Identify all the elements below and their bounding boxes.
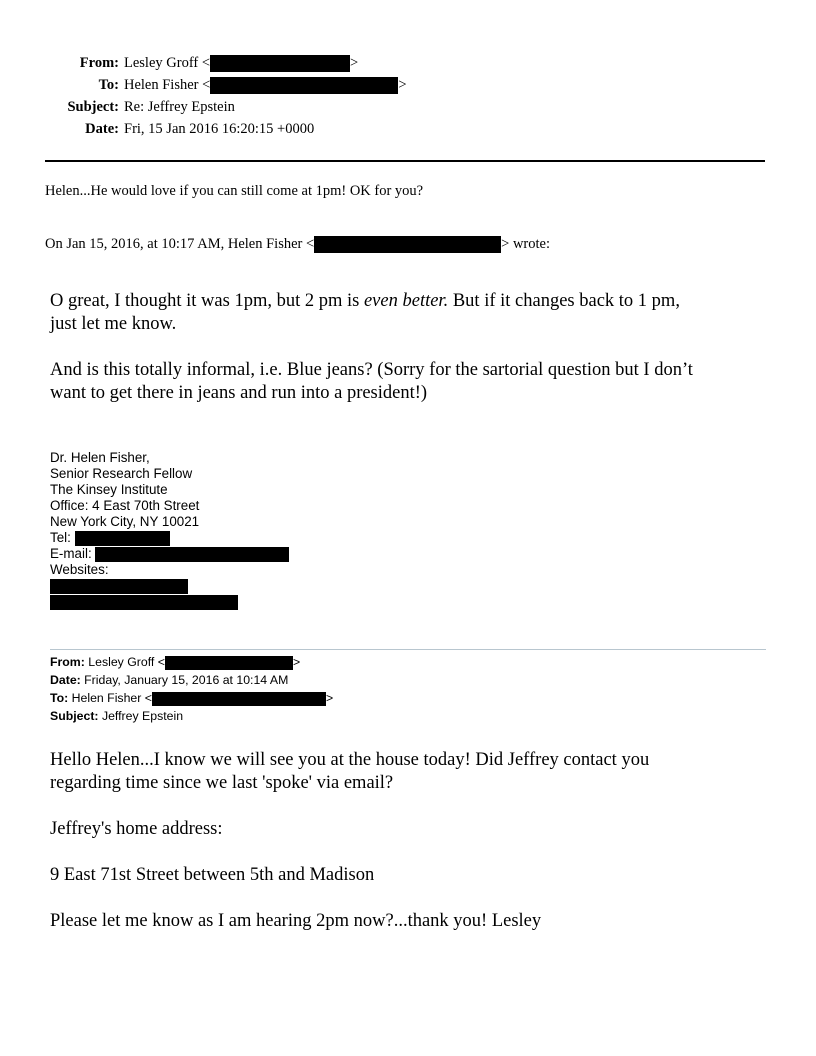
paragraph: O great, I thought it was 1pm, but 2 pm is even better. But if it changes back to 1 pm, xyxy=(50,291,680,311)
redaction-block xyxy=(314,236,501,253)
quoted-from-row: From: Lesley Groff < > xyxy=(50,655,301,669)
signature-block xyxy=(50,450,289,610)
paragraph: Hello Helen...I know we will see you at the house today! Did Jeffrey contact you xyxy=(50,750,650,770)
signature-office: Office: 4 East 70th Street xyxy=(50,498,200,513)
redaction-block xyxy=(50,595,238,610)
quote-intro: On Jan 15, 2016, at 10:17 AM, Helen Fisher < > wrote: xyxy=(45,236,551,252)
quoted-header xyxy=(50,653,333,725)
reply-text: Helen...He would love if you can still come at 1pm! OK for you? xyxy=(45,183,424,199)
paragraph: Jeffrey's home address: xyxy=(50,819,223,839)
quoted-date-row: Date: Friday, January 15, 2016 at 10:14 AM xyxy=(50,673,289,687)
redaction-block xyxy=(165,656,293,670)
to-value: Helen Fisher < xyxy=(124,77,211,93)
signature-city: New York City, NY 10021 xyxy=(50,514,200,529)
subject-value: Re: Jeffrey Epstein xyxy=(124,99,235,115)
header-divider xyxy=(45,160,765,162)
helen-message xyxy=(50,290,693,405)
signature-name: Dr. Helen Fisher, xyxy=(50,450,150,465)
paragraph-line: regarding time since we last 'spoke' via email? xyxy=(50,773,394,793)
subject-label: Subject: xyxy=(67,99,119,115)
date-label: Date: xyxy=(85,121,119,137)
date-value: Fri, 15 Jan 2016 16:20:15 +0000 xyxy=(124,121,315,137)
to-row: To: Helen Fisher < > xyxy=(0,74,407,96)
redaction-block xyxy=(95,547,289,562)
date-row xyxy=(0,118,407,140)
paragraph: And is this totally informal, i.e. Blue jeans? (Sorry for the sartorial question but I don’t xyxy=(50,360,693,380)
from-value: Lesley Groff < xyxy=(124,55,211,71)
redaction-block xyxy=(210,77,398,94)
paragraph: 9 East 71st Street between 5th and Madison xyxy=(50,865,375,885)
from-label: From: xyxy=(79,55,119,71)
lesley-message xyxy=(50,749,649,933)
redaction-block xyxy=(50,579,188,594)
quoted-subject-row: Subject: Jeffrey Epstein xyxy=(50,709,184,723)
signature-title: Senior Research Fellow xyxy=(50,466,193,481)
redaction-block xyxy=(75,531,170,546)
email-header xyxy=(0,52,407,140)
signature-websites: Websites: xyxy=(50,562,109,577)
redaction-block xyxy=(152,692,326,706)
to-label: To: xyxy=(98,77,119,93)
paragraph-line: just let me know. xyxy=(50,314,177,334)
subject-row xyxy=(0,96,407,118)
quoted-to-row: To: Helen Fisher < > xyxy=(50,691,334,705)
signature-org: The Kinsey Institute xyxy=(50,482,168,497)
from-row: From: Lesley Groff < > xyxy=(0,52,407,74)
signature-tel: Tel: xyxy=(50,530,289,546)
signature-email: E-mail: xyxy=(50,546,289,562)
paragraph-line: want to get there in jeans and run into a president!) xyxy=(50,383,428,403)
redaction-block xyxy=(210,55,350,72)
paragraph: Please let me know as I am hearing 2pm now?...thank you! Lesley xyxy=(50,911,542,931)
quote-divider xyxy=(50,649,766,650)
